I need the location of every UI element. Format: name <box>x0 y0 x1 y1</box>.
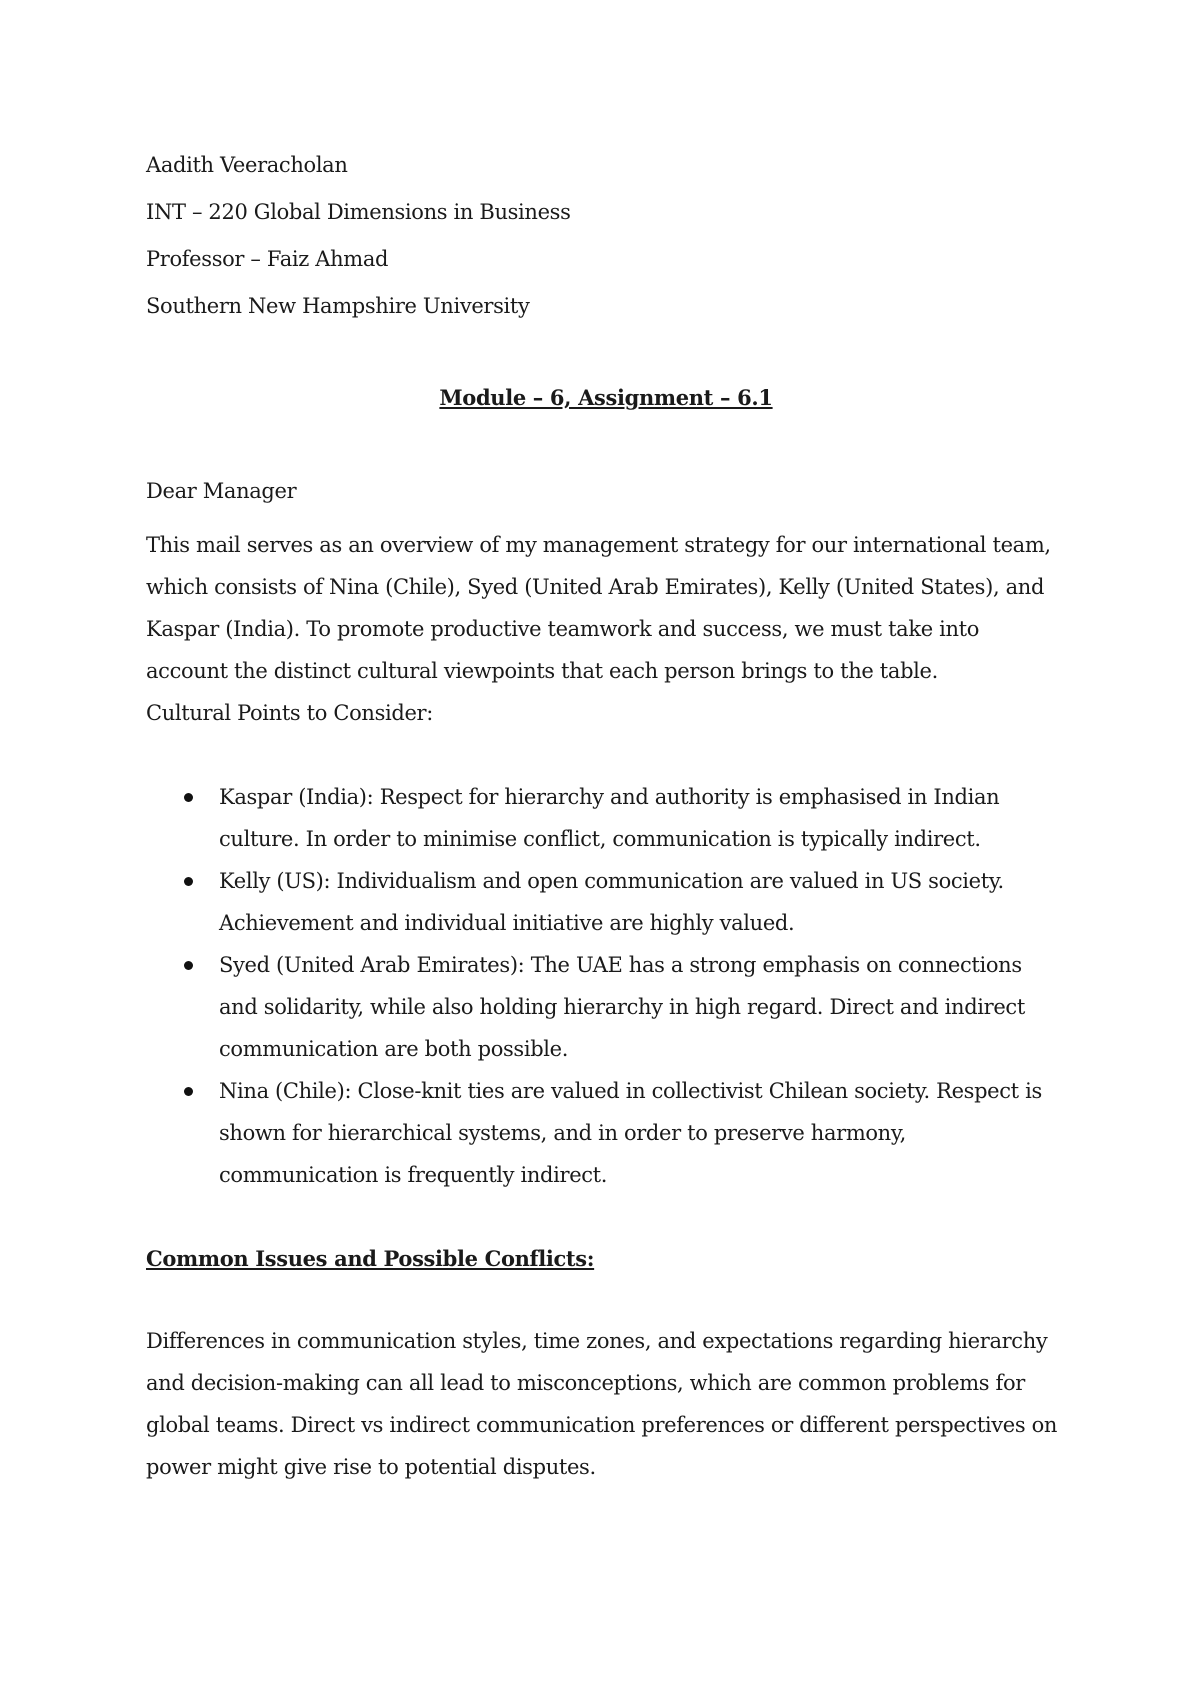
document-body <box>146 142 1066 1488</box>
bullet-icon <box>184 877 193 886</box>
bullet-icon <box>184 793 193 802</box>
bullet-icon <box>184 961 193 970</box>
section-heading-issues: Common Issues and Possible Conflicts: <box>146 1246 595 1271</box>
issues-paragraph: Differences in communication styles, time zones, and expectations regarding hierarchy and decision-making can all lead to misconceptions, which are common problems for global teams. Direct vs indirect communication preferences or different perspectives on power might give rise to potential disputes. <box>146 1329 1058 1479</box>
author-name: Aadith Veeracholan <box>146 153 348 177</box>
document-title: Module – 6, Assignment – 6.1 <box>439 385 773 410</box>
list-item-text: Kaspar (India): Respect for hierarchy and authority is emphasised in Indian culture. In order to minimise conflict, communication is typically indirect. <box>219 785 1000 851</box>
list-item <box>146 776 1066 860</box>
bullet-icon <box>184 1087 193 1096</box>
cultural-points-list <box>146 776 1066 1196</box>
list-item <box>146 860 1066 944</box>
list-item-text: Kelly (US): Individualism and open communication are valued in US society. Achievement and individual initiative are highly valued. <box>219 869 1004 935</box>
header-block <box>146 142 1066 330</box>
cultural-points-label: Cultural Points to Consider: <box>146 701 433 725</box>
institution-name: Southern New Hampshire University <box>146 294 530 318</box>
list-item <box>146 1070 1066 1196</box>
list-item <box>146 944 1066 1070</box>
list-item-text: Nina (Chile): Close-knit ties are valued in collectivist Chilean society. Respect is shown for hierarchical systems, and in order to preserve harmony, communication is frequently indirect. <box>219 1079 1042 1187</box>
course-name: INT – 220 Global Dimensions in Business <box>146 200 571 224</box>
intro-paragraph: This mail serves as an overview of my management strategy for our international team, which consists of Nina (Chile), Syed (United Arab Emirates), Kelly (United States), and Kaspar (India). To promote productive teamwork and success, we must take into account the distinct cultural viewpoints that each person brings to the table. <box>146 533 1051 683</box>
professor-name: Professor – Faiz Ahmad <box>146 247 389 271</box>
greeting: Dear Manager <box>146 479 297 503</box>
list-item-text: Syed (United Arab Emirates): The UAE has a strong emphasis on connections and solidarity, while also holding hierarchy in high regard. Direct and indirect communication are both possible. <box>219 953 1025 1061</box>
